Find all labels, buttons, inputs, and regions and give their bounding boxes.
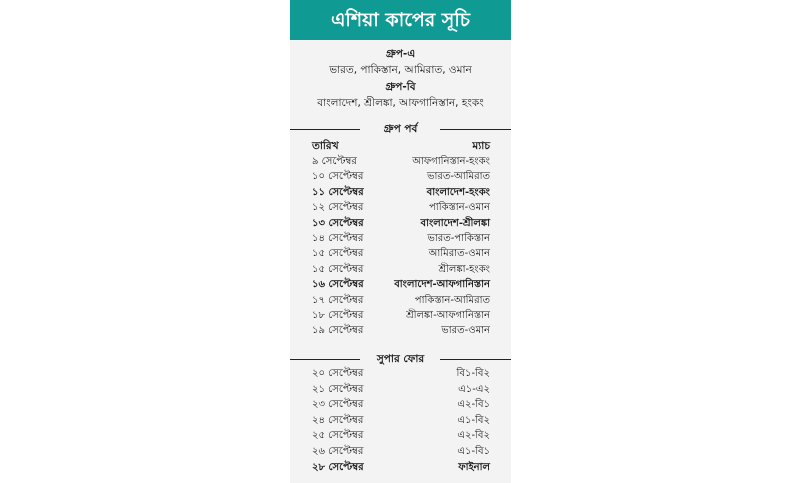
match-teams: বাংলাদেশ-হংকং <box>426 186 490 198</box>
match-teams: পাকিস্তান-আমিরাত <box>414 294 490 306</box>
table-row <box>312 293 490 308</box>
match-teams: আমিরাত-ওমান <box>428 248 490 260</box>
match-date: ১৮ সেপ্টেম্বর <box>312 310 364 321</box>
match-teams: শ্রীলঙ্কা-হংকং <box>438 263 490 275</box>
match-teams: ফাইনাল <box>458 461 490 473</box>
group-a-teams: ভারত, পাকিস্তান, আমিরাত, ওমান <box>329 64 472 76</box>
table-row <box>312 444 490 459</box>
match-teams: ভারত-পাকিস্তান <box>427 233 490 244</box>
match-teams: আফগানিস্তান-হংকং <box>412 156 490 167</box>
super-four-divider <box>290 352 511 366</box>
table-row <box>312 262 490 277</box>
group-b-teams: বাংলাদেশ, শ্রীলঙ্কা, আফগানিস্তান, হংকং <box>317 97 484 109</box>
match-teams: ভারত-ওমান <box>441 325 490 337</box>
match-date: ১৫ সেপ্টেম্বর <box>312 248 364 260</box>
match-date: ২৬ সেপ্টেম্বর <box>312 446 364 457</box>
table-row <box>312 366 490 381</box>
match-date: ১১ সেপ্টেম্বর <box>312 186 364 198</box>
table-row <box>312 397 490 412</box>
table-row <box>312 231 490 246</box>
match-teams: এ১-বি২ <box>457 414 490 426</box>
group-b-label: গ্রুপ-বি <box>385 81 416 93</box>
match-date: ২০ সেপ্টেম্বর <box>312 368 364 379</box>
group-stage-divider <box>290 122 511 136</box>
table-row <box>312 277 490 292</box>
table-row <box>312 413 490 428</box>
match-teams: এ২-বি২ <box>457 430 490 442</box>
match-teams: বাংলাদেশ-শ্রীলঙ্কা <box>420 217 490 229</box>
match-date: ৯ সেপ্টেম্বর <box>312 156 357 167</box>
match-date: ২৩ সেপ্টেম্বর <box>312 399 364 411</box>
table-row <box>312 200 490 215</box>
column-headers <box>312 139 490 154</box>
match-date: ১৫ সেপ্টেম্বর <box>312 263 364 275</box>
match-date: ২১ সেপ্টেম্বর <box>312 383 364 395</box>
match-date: ১৩ সেপ্টেম্বর <box>312 217 364 229</box>
match-column-header: ম্যাচ <box>472 140 490 152</box>
table-row <box>312 154 490 169</box>
group-a-label: গ্রুপ-এ <box>385 48 416 60</box>
match-teams: ভারত-আমিরাত <box>427 171 490 183</box>
date-column-header: তারিখ <box>312 140 339 152</box>
schedule-card <box>290 0 511 483</box>
match-teams: শ্রীলঙ্কা-আফগানিস্তান <box>406 310 490 321</box>
match-teams: এ২-বি১ <box>457 399 490 411</box>
match-date: ২৮ সেপ্টেম্বর <box>312 461 364 473</box>
match-date: ১০ সেপ্টেম্বর <box>312 171 364 183</box>
table-row <box>312 460 490 475</box>
match-date: ১৪ সেপ্টেম্বর <box>312 233 364 244</box>
table-row <box>312 308 490 323</box>
match-date: ২৫ সেপ্টেম্বর <box>312 430 364 442</box>
match-teams: এ১-এ২ <box>458 383 490 395</box>
table-row <box>312 246 490 261</box>
match-date: ১৯ সেপ্টেম্বর <box>312 325 364 337</box>
match-date: ১২ সেপ্টেম্বর <box>312 202 364 214</box>
table-row <box>312 382 490 397</box>
super-four-heading: সুপার ফোর <box>376 353 425 365</box>
match-date: ১৬ সেপ্টেম্বর <box>312 279 364 291</box>
match-date: ২৪ সেপ্টেম্বর <box>312 414 364 426</box>
table-row <box>312 428 490 443</box>
table-row <box>312 216 490 231</box>
schedule-title: এশিয়া কাপের সূচি <box>290 0 511 40</box>
table-row <box>312 185 490 200</box>
table-row <box>312 323 490 338</box>
match-teams: পাকিস্তান-ওমান <box>429 202 490 214</box>
match-teams: বি১-বি২ <box>456 368 490 379</box>
match-teams: এ১-বি১ <box>457 446 490 457</box>
group-stage-heading: গ্রুপ পর্ব <box>383 123 418 135</box>
match-date: ১৭ সেপ্টেম্বর <box>312 294 364 306</box>
table-row <box>312 169 490 184</box>
match-teams: বাংলাদেশ-আফগানিস্তান <box>394 279 490 291</box>
